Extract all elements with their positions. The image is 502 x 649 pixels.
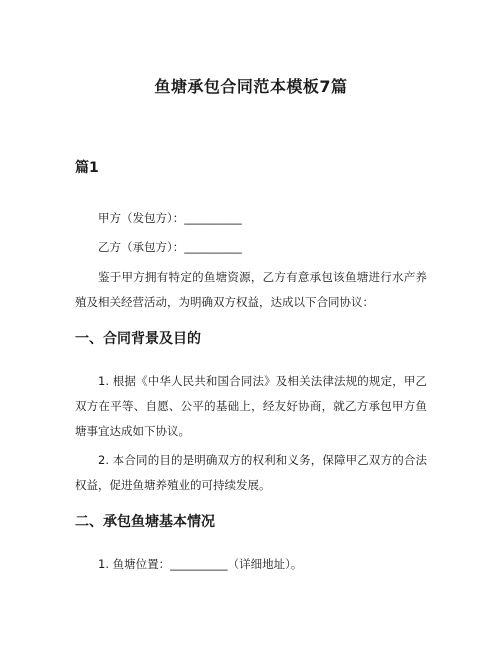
party-b-line: 乙方（承包方）：__________ [98, 240, 242, 254]
section-2-heading: 二、承包鱼塘基本情况 [75, 514, 215, 530]
section-1-heading: 一、合同背景及目的 [75, 331, 201, 347]
section-1-item-1: 1. 根据《中华人民共和国合同法》及相关法律法规的规定，甲乙双方在平等、自愿、公平的基础上，经友好协商，就乙方承包甲方鱼塘事宜达成如下协议。 [75, 374, 427, 438]
section-2-item-1: 1. 鱼塘位置：__________（详细地址）。 [98, 557, 303, 571]
section-1-item-2: 2. 本合同的目的是明确双方的权利和义务，保障甲乙双方的合法权益，促进鱼塘养殖业的可持续发展。 [75, 453, 427, 492]
party-a-line: 甲方（发包方）：__________ [98, 211, 242, 225]
intro-paragraph: 鉴于甲方拥有特定的鱼塘资源，乙方有意承包该鱼塘进行水产养殖及相关经营活动，为明确双方权益，达成以下合同协议： [75, 270, 427, 309]
part-heading: 篇1 [75, 160, 99, 176]
document-title: 鱼塘承包合同范本模板7篇 [154, 77, 348, 96]
